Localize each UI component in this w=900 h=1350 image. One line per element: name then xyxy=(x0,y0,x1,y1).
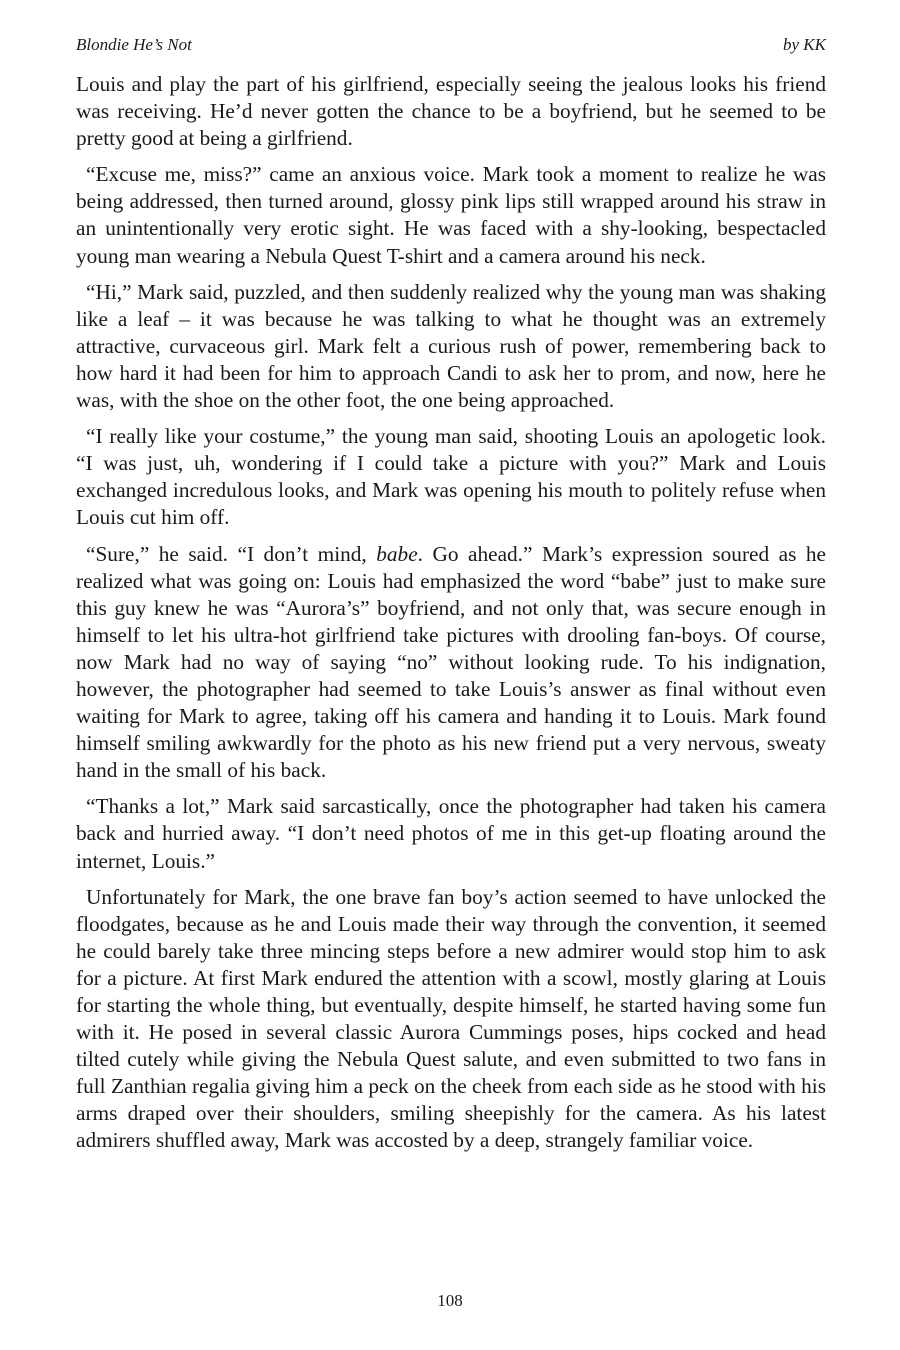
paragraph: Unfortunately for Mark, the one brave fan boy’s action seemed to have unlocked the floodgates, because as he and Louis made their way through the convention, it seemed he could barely take three mincing steps before a new admirer would stop him to ask for a picture. At first Mark endured the attention with a scowl, mostly glaring at Louis for starting the whole thing, but eventually, despite himself, he started having some fun with it. He posed in several classic Aurora Cummings poses, hips cocked and head tilted cutely while giving the Nebula Quest salute, and even submitted to two fans in full Zanthian regalia giving him a peck on the cheek from each side as he stood with his arms draped over their shoulders, smiling sheepishly for the camera. As his latest admirers shuffled away, Mark was accosted by a deep, strangely familiar voice. xyxy=(76,884,826,1153)
running-header xyxy=(76,34,826,56)
paragraph: “I really like your costume,” the young man said, shooting Louis an apologetic look. “I was just, uh, wondering if I could take a picture with you?” Mark and Louis exchanged incredulous looks, and Mark was opening his mouth to politely refuse when Louis cut him off. xyxy=(76,424,826,530)
paragraph: “Hi,” Mark said, puzzled, and then suddenly realized why the young man was shaking like a leaf – it was because he was talking to what he thought was an extremely attractive, curvaceous girl. Mark felt a curious rush of power, remembering back to how hard it had been for him to approach Candi to ask her to prom, and now, here he was, with the shoe on the other foot, the one being approached. xyxy=(76,279,826,413)
paragraph: “Thanks a lot,” Mark said sarcastically, once the photographer had taken his camera back and hurried away. “I don’t need photos of me in this get-up floating around the internet, Louis.” xyxy=(76,794,826,873)
paragraph-text: “Sure,” he said. “I don’t mind, xyxy=(86,541,377,566)
author-credit: by KK xyxy=(783,35,826,54)
page-number: 108 xyxy=(437,1291,463,1310)
page-body xyxy=(76,71,826,1155)
emphasized-word: babe xyxy=(376,541,418,566)
paragraph-text: . Go ahead.” Mark’s expression soured as he realized what was going on: Louis had emphasized the word “babe” just to make sure this guy knew he was “Aurora’s” boyfriend, and not only that, was secure enough in himself to let his ultra-hot girlfriend take pictures with drooling fan-boys. Of course, now Mark had no way of saying “no” without looking rude. To his indignation, however, the photographer had seemed to take Louis’s answer as final without even waiting for Mark to agree, taking off his camera and handing it to Louis. Mark found himself smiling awkwardly for the photo as his new friend put a very nervous, sweaty hand in the small of his back. xyxy=(76,541,827,783)
book-title: Blondie He’s Not xyxy=(76,35,192,54)
paragraph: Louis and play the part of his girlfriend, especially seeing the jealous looks his friend was receiving. He’d never gotten the chance to be a boyfriend, but he seemed to be pretty good at being a girlfriend. xyxy=(76,72,826,151)
paragraph: “Excuse me, miss?” came an anxious voice. Mark took a moment to realize he was being addressed, then turned around, glossy pink lips still wrapped around his straw in an unintentionally very erotic sight. He was faced with a shy-looking, bespectacled young man wearing a Nebula Quest T-shirt and a camera around his neck. xyxy=(76,162,826,268)
paragraph xyxy=(76,541,826,785)
